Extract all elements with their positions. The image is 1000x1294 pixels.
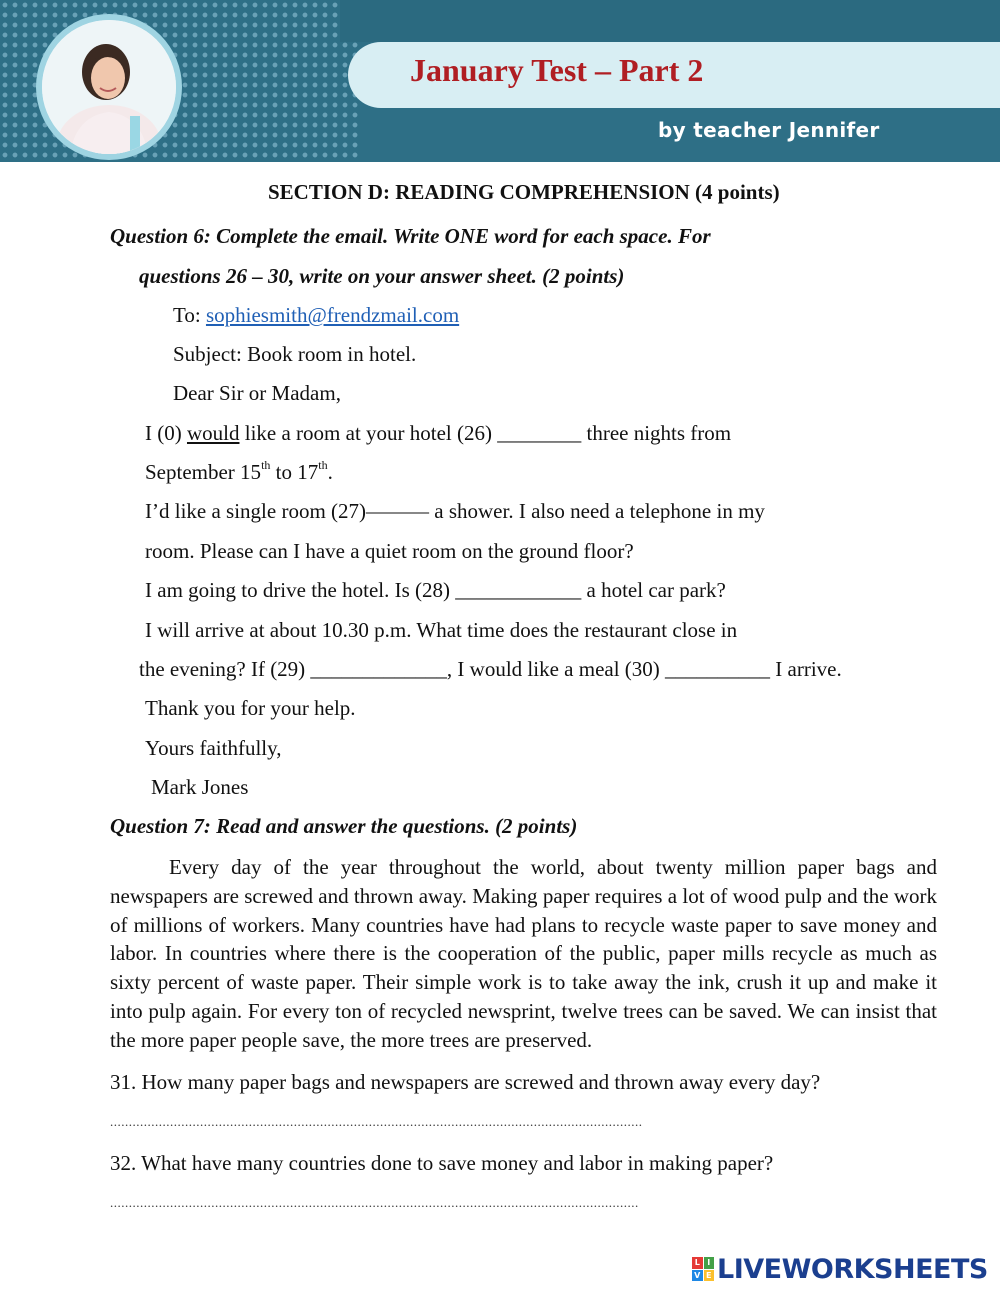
email-line-6: I will arrive at about 10.30 p.m. What time does the restaurant close in — [145, 618, 738, 642]
teacher-photo-icon — [42, 20, 176, 154]
email-line-1-start: I (0) — [145, 421, 187, 445]
email-signature: Mark Jones — [151, 775, 249, 799]
answer-line-31[interactable]: .............................................................................................................................................. — [110, 1114, 643, 1129]
superscript-th: th — [318, 458, 328, 472]
liveworksheets-logo — [692, 1254, 988, 1284]
answer-line-32[interactable]: ............................................................................................................................................. — [110, 1195, 639, 1210]
question-6-line-2: questions 26 – 30, write on your answer sheet. (2 points) — [139, 264, 625, 288]
logo-badge-letter: L — [692, 1257, 703, 1269]
email-to-line — [173, 303, 459, 328]
email-line-2-text-b: to 17 — [270, 460, 319, 484]
email-line-2-period: . — [327, 460, 333, 484]
email-greeting: Dear Sir or Madam, — [173, 381, 341, 405]
banner-top-strip — [340, 0, 1000, 42]
example-answer: would — [186, 421, 240, 445]
logo-badge-letter: I — [704, 1257, 715, 1269]
email-line-9: Yours faithfully, — [145, 736, 282, 760]
byline: by teacher Jennifer — [658, 118, 880, 142]
question-7-title: Question 7: Read and answer the questions. (2 points) — [110, 814, 578, 838]
section-title: SECTION D: READING COMPREHENSION (4 points) — [268, 180, 780, 204]
page-title: January Test – Part 2 — [410, 52, 704, 88]
logo-text: LIVEWORKSHEETS — [717, 1253, 988, 1285]
superscript-th: th — [261, 458, 271, 472]
email-to-label: To: — [173, 303, 206, 327]
logo-badge-icon — [692, 1257, 714, 1281]
email-address-link[interactable]: sophiesmith@frendzmail.com — [205, 303, 460, 327]
email-line-8: Thank you for your help. — [145, 696, 356, 720]
question-32: 32. What have many countries done to save money and labor in making paper? — [110, 1151, 774, 1175]
email-line-1-end: like a room at your hotel (26) ________ three nights from — [239, 421, 732, 445]
logo-badge-letter: E — [704, 1270, 715, 1282]
email-subject: Subject: Book room in hotel. — [173, 342, 417, 366]
email-line-2-text: September 15 — [145, 460, 262, 484]
question-31: 31. How many paper bags and newspapers are screwed and thrown away every day? — [110, 1070, 821, 1094]
reading-passage: Every day of the year throughout the world, about twenty million paper bags and newspapers are screwed and thrown away. Making paper requires a lot of wood pulp and the work of millions of workers. Many countries have had plans to recycle waste paper to save money and labor. In countries where there is the cooperation of the public, paper mills recycle as much as sixty percent of waste paper. Their simple work is to take away the ink, crush it up and make it into pulp again. For every ton of recycled newsprint, twelve trees can be saved. We can insist that the more paper people save, the more trees are preserved. — [110, 855, 937, 1052]
email-line-7: the evening? If (29) _____________, I would like a meal (30) __________ I arrive. — [139, 657, 842, 681]
email-line-3: I’d like a single room (27)——— a shower. I also need a telephone in my — [145, 499, 765, 523]
question-6-line-1: Question 6: Complete the email. Write ONE word for each space. For — [110, 224, 711, 248]
header-banner — [0, 0, 1000, 162]
email-line-4: room. Please can I have a quiet room on the ground floor? — [145, 539, 634, 563]
avatar — [42, 20, 176, 154]
email-line-2 — [145, 460, 333, 485]
email-line-1 — [145, 421, 731, 446]
email-line-5: I am going to drive the hotel. Is (28) ____________ a hotel car park? — [145, 578, 726, 602]
logo-badge-letter: V — [692, 1270, 703, 1282]
